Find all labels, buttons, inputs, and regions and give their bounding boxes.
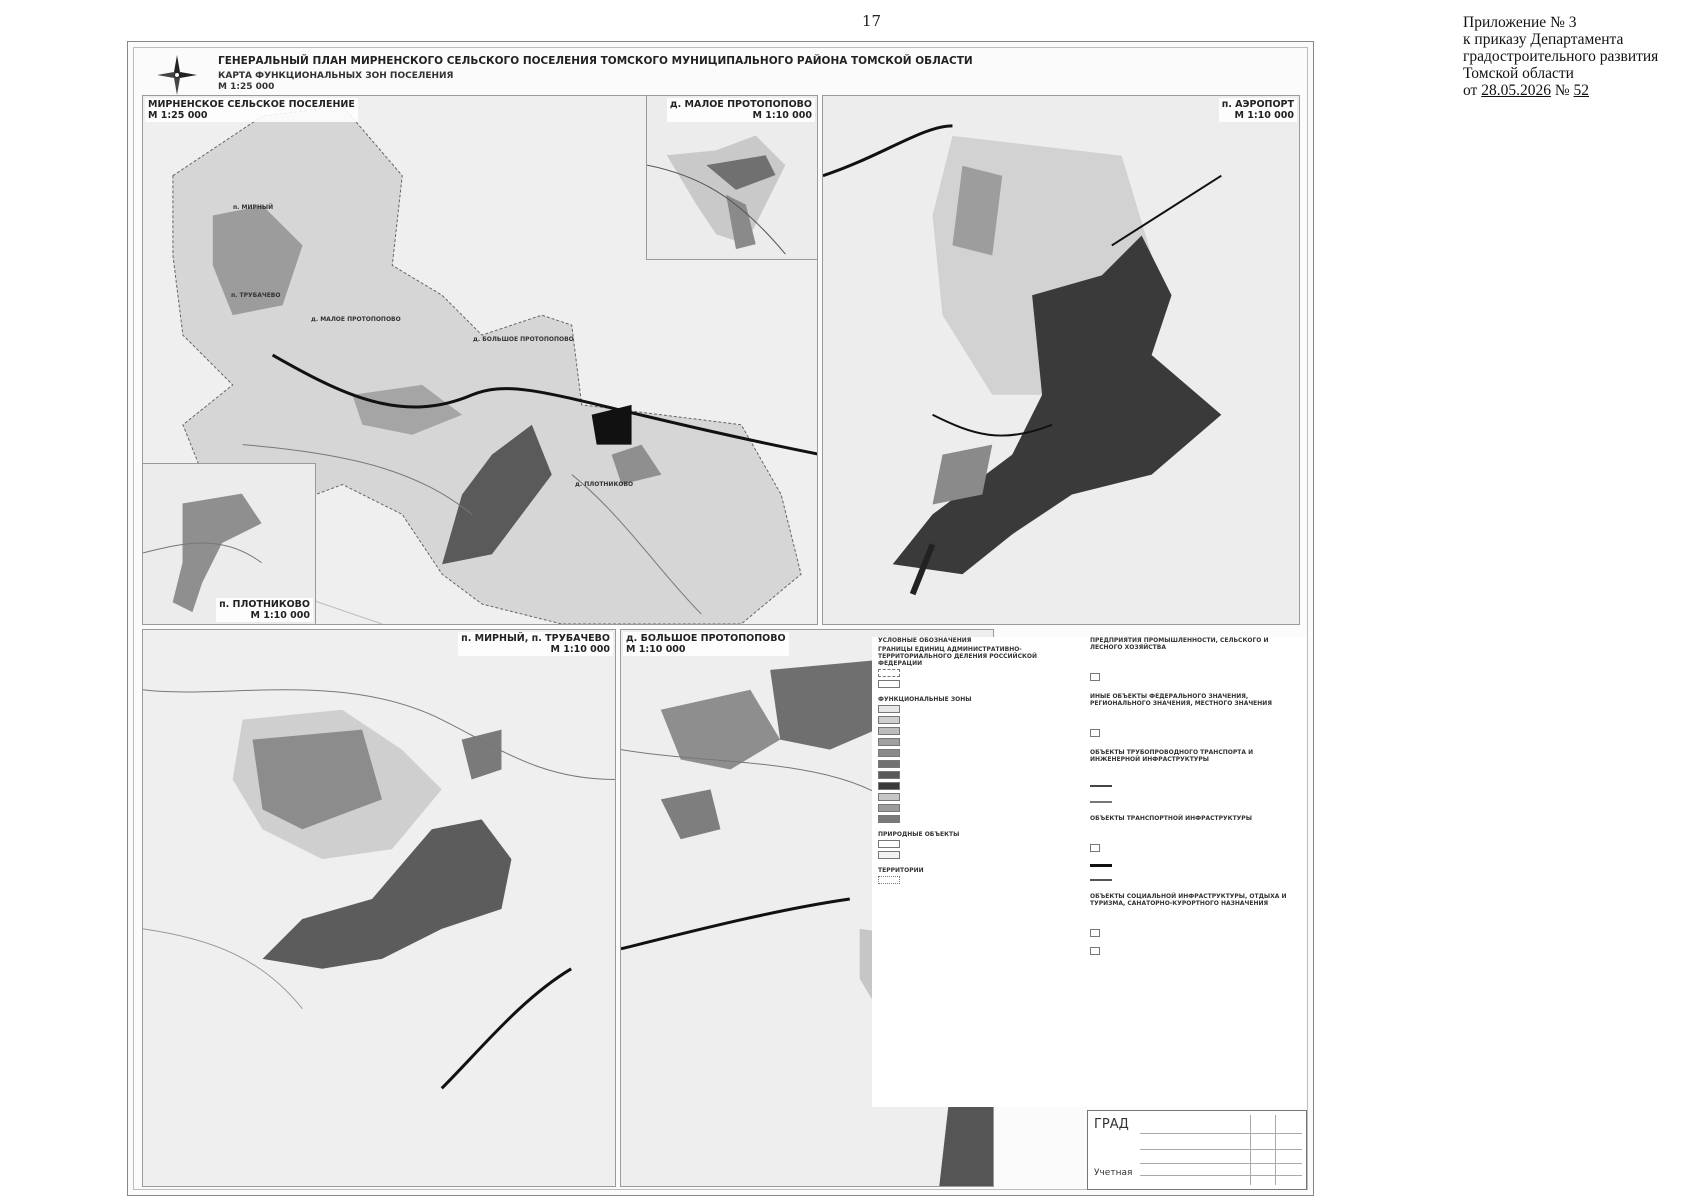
legend-swatch [878,705,900,713]
title-block-stamp [1087,1110,1307,1190]
legend-row [878,815,1083,823]
aeroport-panel-name: п. АЭРОПОРТ [1221,99,1294,110]
legend-row [1090,785,1300,787]
legend-line [1090,801,1112,803]
inset-maloe-protopopovo[interactable] [646,95,818,260]
mirny-panel-scale: М 1:10 000 [550,644,610,655]
appendix-date: 28.05.2026 [1481,82,1551,99]
legend-row [878,771,1083,779]
appendix-number: 52 [1573,82,1589,99]
stamp-divider [1140,1163,1302,1164]
panel-mirny-trubachevo[interactable] [142,629,616,1187]
legend-row [1090,729,1300,737]
legend-row [878,876,1083,884]
appendix-block [1463,14,1685,99]
place-label-bolsh: д. БОЛЬШОЕ ПРОТОПОПОВО [473,336,574,343]
legend-row [878,749,1083,757]
page-number: 17 [862,12,882,30]
aeroport-map [823,96,1299,624]
legend-swatch [878,876,900,884]
bolshoe-panel-name: д. БОЛЬШОЕ ПРОТОПОПОВО [626,633,786,644]
inset-plotnikovo[interactable] [142,463,316,625]
legend-symbol [1090,844,1100,852]
stamp-sub-logo: Учетная [1094,1168,1133,1178]
legend-row [878,793,1083,801]
map-legend [872,637,1306,1107]
place-label-malo: д. МАЛОЕ ПРОТОПОПОВО [311,316,401,323]
legend-swatch [878,749,900,757]
map-type: КАРТА ФУНКЦИОНАЛЬНЫХ ЗОН ПОСЕЛЕНИЯ [218,71,454,81]
grad-logo: ГРАД [1094,1117,1129,1132]
legend-row [878,782,1083,790]
inset-plotnikovo-name: п. ПЛОТНИКОВО [219,599,310,610]
sheet-title: ГЕНЕРАЛЬНЫЙ ПЛАН МИРНЕНСКОГО СЕЛЬСКОГО ПОСЕЛЕНИЯ ТОМСКОГО МУНИЦИПАЛЬНОГО РАЙОНА ТОМСКОЙ ОБЛАСТИ [218,55,973,67]
legend-title: УСЛОВНЫЕ ОБОЗНАЧЕНИЯ [878,637,972,644]
stamp-divider [1140,1133,1302,1134]
bolshoe-panel-scale: М 1:10 000 [626,644,686,655]
legend-row [878,727,1083,735]
legend-row [1090,844,1300,852]
mirny-panel-label [458,632,613,656]
legend-swatch [878,804,900,812]
compass-rose-icon [156,54,198,96]
sheet-subtitle [218,71,453,93]
legend-line [1090,879,1112,881]
legend-line [1090,785,1112,787]
legend-swatch [878,793,900,801]
legend-swatch [878,680,900,688]
legend-row [878,716,1083,724]
inset-maloe-label [667,98,815,122]
sheet-scale: М 1:25 000 [218,82,275,92]
legend-industry-heading: ПРЕДПРИЯТИЯ ПРОМЫШЛЕННОСТИ, СЕЛЬСКОГО И ЛЕСНОГО ХОЗЯЙСТВА [1090,637,1269,651]
number-prefix: № [1554,82,1570,99]
stamp-divider [1140,1149,1302,1150]
legend-row [878,804,1083,812]
legend-swatch [878,669,900,677]
legend-row [1090,673,1300,681]
legend-swatch [878,727,900,735]
legend-swatch [878,716,900,724]
legend-boundaries-heading: ГРАНИЦЫ ЕДИНИЦ АДМИНИСТРАТИВНО-ТЕРРИТОРИАЛЬНОГО ДЕЛЕНИЯ РОССИЙСКОЙ ФЕДЕРАЦИИ [878,646,1038,667]
place-label-mirny: п. МИРНЫЙ [233,204,274,211]
legend-territories-heading: ТЕРРИТОРИИ [878,867,924,874]
legend-pipeline-heading: ОБЪЕКТЫ ТРУБОПРОВОДНОГО ТРАНСПОРТА И ИНЖЕНЕРНОЙ ИНФРАСТРУКТУРЫ [1090,749,1254,763]
aeroport-panel-scale: М 1:10 000 [1234,110,1294,121]
legend-transport-heading: ОБЪЕКТЫ ТРАНСПОРТНОЙ ИНФРАСТРУКТУРЫ [1090,815,1252,822]
legend-line [1090,864,1112,867]
inset-maloe-scale: М 1:10 000 [752,110,812,121]
place-label-plot: д. ПЛОТНИКОВО [575,481,634,488]
legend-nature-heading: ПРИРОДНЫЕ ОБЪЕКТЫ [878,831,960,838]
legend-symbol [1090,673,1100,681]
legend-zones-heading: ФУНКЦИОНАЛЬНЫЕ ЗОНЫ [878,696,972,703]
legend-row [878,669,1083,677]
appendix-line-2: к приказу Департамента [1463,31,1624,48]
legend-row [878,840,1083,848]
appendix-dateline [1463,82,1685,99]
appendix-line-4: Томской области [1463,65,1574,82]
legend-social-heading: ОБЪЕКТЫ СОЦИАЛЬНОЙ ИНФРАСТРУКТУРЫ, ОТДЫХА И ТУРИЗМА, САНАТОРНО-КУРОРТНОГО НАЗНАЧЕНИЯ [1090,893,1287,907]
stamp-divider [1140,1175,1302,1176]
mirny-trubachevo-map [143,630,615,1186]
legend-swatch [878,840,900,848]
legend-symbol [1090,729,1100,737]
legend-symbol [1090,929,1100,937]
panel-aeroport[interactable] [822,95,1300,625]
appendix-line-1: Приложение № 3 [1463,14,1577,31]
bolshoe-panel-label [623,632,789,656]
legend-right-column [1090,637,1300,958]
legend-row [1090,947,1300,955]
legend-row [1090,801,1300,803]
legend-row [1090,864,1300,867]
legend-row [878,738,1083,746]
inset-plotnikovo-label [216,598,313,622]
legend-row [878,680,1083,688]
map-sheet [127,41,1314,1196]
legend-swatch [878,771,900,779]
place-label-trubachevo: п. ТРУБАЧЕВО [231,292,281,299]
legend-federal-heading: ИНЫЕ ОБЪЕКТЫ ФЕДЕРАЛЬНОГО ЗНАЧЕНИЯ, РЕГИОНАЛЬНОГО ЗНАЧЕНИЯ, МЕСТНОГО ЗНАЧЕНИЯ [1090,693,1272,707]
mirny-panel-name: п. МИРНЫЙ, п. ТРУБАЧЕВО [461,633,610,644]
legend-row [878,851,1083,859]
overview-panel-label [145,98,358,122]
legend-symbol [1090,947,1100,955]
stamp-grid [1140,1115,1302,1185]
appendix-line-3: градостроительного развития [1463,48,1659,65]
legend-swatch [878,738,900,746]
legend-row [878,705,1083,713]
stamp-divider [1275,1115,1276,1185]
overview-panel-scale: М 1:25 000 [148,110,208,121]
date-prefix: от [1463,82,1478,99]
inset-plotnikovo-scale: М 1:10 000 [250,610,310,621]
aeroport-panel-label [1219,98,1297,122]
legend-row [1090,929,1300,937]
legend-swatch [878,782,900,790]
legend-swatch [878,851,900,859]
legend-row [1090,879,1300,881]
inset-maloe-name: д. МАЛОЕ ПРОТОПОПОВО [669,99,812,110]
legend-swatch [878,815,900,823]
stamp-divider [1250,1115,1251,1185]
legend-left-column [878,637,1083,887]
overview-panel-name: МИРНЕНСКОЕ СЕЛЬСКОЕ ПОСЕЛЕНИЕ [148,99,355,110]
legend-row [878,760,1083,768]
legend-swatch [878,760,900,768]
